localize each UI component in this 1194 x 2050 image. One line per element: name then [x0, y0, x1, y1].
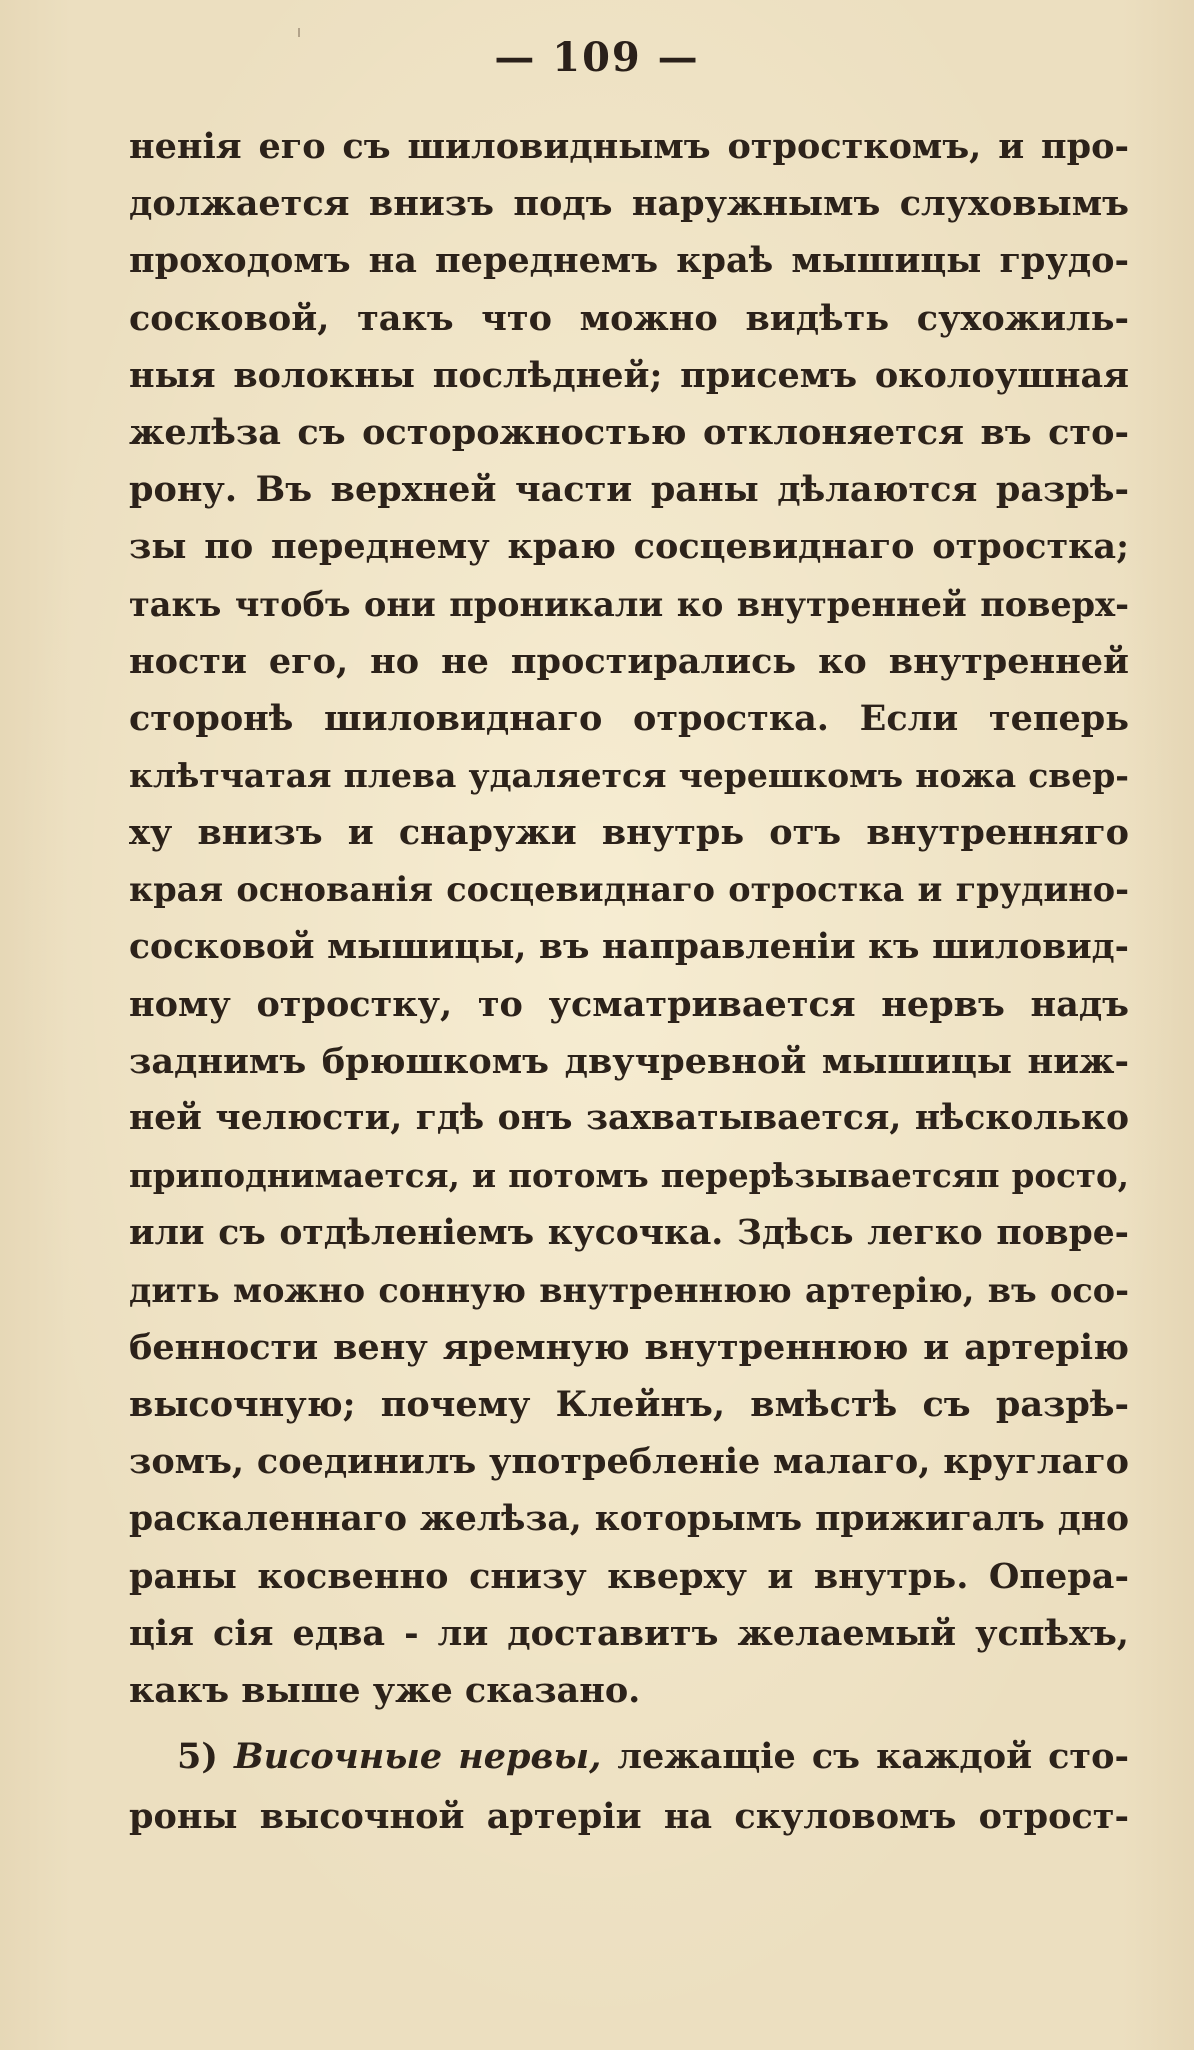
text-line: ція сія едва - ли доставитъ желаемый успѣхъ, [129, 1612, 1129, 1654]
text-line: дить можно сонную внутреннюю артерію, въ осо- [129, 1270, 1129, 1310]
text-line: рону. Въ верхней части раны дѣлаются разрѣ- [129, 469, 1129, 511]
text-line: раны косвенно снизу кверху и внутрь. Опера- [129, 1555, 1129, 1597]
text-line: желѣза съ осторожностью отклоняется въ сто- [129, 411, 1129, 453]
text-line: сосковой, такъ что можно видѣть сухожиль- [129, 297, 1129, 339]
text-line: или съ отдѣленіемъ кусочка. Здѣсь легко повре- [129, 1212, 1129, 1253]
text-line: клѣтчатая плева удаляется черешкомъ ножа свер- [129, 756, 1129, 796]
paragraph-number: 5) [177, 1736, 218, 1778]
text-line: края основанія сосцевиднаго отростка и грудино- [129, 870, 1129, 910]
text-line: приподнимается, и потомъ перерѣзываетсяп росто, [129, 1156, 1129, 1196]
text-line: сосковой мышицы, въ направленіи къ шиловид- [129, 926, 1129, 967]
text-line: сторонѣ шиловиднаго отростка. Если теперь [129, 697, 1129, 739]
text-line: раскаленнаго желѣза, которымъ прижигалъ дно [129, 1498, 1129, 1539]
text-line: зомъ, соединилъ употребленіе малаго, круглаго [129, 1441, 1129, 1483]
paragraph-text: лежащіе съ каждой сто- [617, 1736, 1129, 1778]
text-line: бенности вену яремную внутреннюю и артерію [129, 1326, 1129, 1368]
text-line: зы по переднему краю сосцевиднаго отростка; [129, 526, 1129, 568]
paragraph-5-first-line [129, 1725, 1129, 1788]
body-text [129, 118, 1129, 1845]
text-line: проходомъ на переднемъ краѣ мышицы грудо- [129, 240, 1129, 282]
text-line: роны высочной артеріи на скуловомъ отрост- [129, 1796, 1129, 1838]
text-line: ней челюсти, гдѣ онъ захватывается, нѣсколько [129, 1098, 1129, 1139]
text-line: ненія его съ шиловиднымъ отросткомъ, и про- [129, 126, 1129, 167]
text-line: ности его, но не простирались ко внутренней [129, 640, 1129, 682]
text-line: заднимъ брюшкомъ двучревной мышицы ниж- [129, 1041, 1129, 1082]
text-line: высочную; почему Клейнъ, вмѣстѣ съ разрѣ- [129, 1384, 1129, 1426]
text-line: ху внизъ и снаружи внутрь отъ внутренняго [129, 812, 1129, 854]
page-number: — 109 — [494, 34, 700, 81]
text-line: ному отростку, то усматривается нервъ надъ [129, 983, 1129, 1025]
text-line: какъ выше уже сказано. [129, 1670, 641, 1712]
text-line: ныя волокны послѣдней; присемъ околоушная [129, 354, 1129, 396]
italic-heading: Височные нервы, [234, 1736, 602, 1778]
text-line: должается внизъ подъ наружнымъ слуховымъ [129, 183, 1129, 225]
text-line: такъ чтобъ они проникали ко внутренней поверх- [129, 584, 1129, 624]
